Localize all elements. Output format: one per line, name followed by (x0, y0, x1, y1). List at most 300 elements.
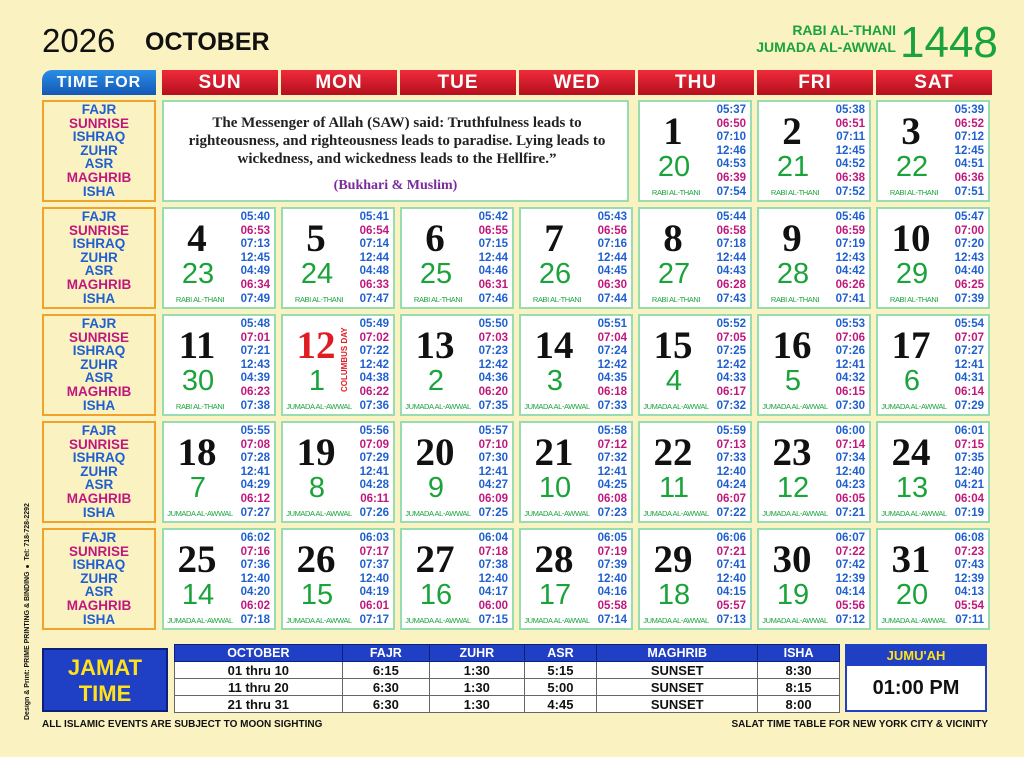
prayer-time-asr: 04:35 (597, 372, 627, 385)
prayer-time-fajr: 05:52 (716, 318, 746, 330)
prayer-time-asr: 04:21 (954, 479, 984, 492)
prayer-time-fajr: 06:07 (835, 532, 865, 544)
jamat-row (175, 679, 840, 696)
prayer-time-maghrib: 06:01 (359, 599, 389, 612)
jumuah-box (845, 644, 987, 712)
calendar-year: 2026 (42, 22, 116, 59)
prayer-label-asr: ASR (84, 584, 114, 600)
weekday-wed: WED (519, 70, 638, 95)
prayer-label-ishraq: ISHRAQ (72, 129, 126, 145)
prayer-label-fajr: FAJR (81, 102, 117, 117)
hijri-month-label: JUMADA AL-AWWAL (762, 402, 828, 411)
prayer-time-sunrise: 07:19 (597, 545, 627, 558)
prayer-times (598, 532, 627, 627)
prayer-time-fajr: 05:42 (478, 211, 508, 223)
hijri-date: 28 (776, 258, 810, 290)
jamat-cell-fajr: 6:30 (342, 696, 429, 713)
prayer-time-sunrise: 06:53 (240, 224, 270, 237)
prayer-time-maghrib: 06:28 (716, 278, 746, 291)
prayer-times (836, 104, 865, 199)
prayer-label-asr: ASR (84, 370, 114, 386)
holiday-label: COLUMBUS DAY (340, 327, 349, 393)
day-cell-19 (281, 421, 395, 523)
prayer-time-isha: 07:52 (835, 185, 865, 198)
prayer-time-maghrib: 06:36 (954, 171, 984, 184)
prayer-time-zuhr: 12:40 (716, 572, 746, 585)
prayer-label-sunrise: SUNRISE (68, 436, 129, 452)
prayer-time-ishraq: 07:34 (835, 452, 865, 465)
hijri-date: 11 (658, 472, 690, 504)
day-cell-5 (281, 207, 395, 309)
weekday-tue: TUE (400, 70, 519, 95)
day-cell-9 (757, 207, 871, 309)
prayer-time-isha: 07:27 (240, 506, 270, 519)
hadith-quote (162, 100, 629, 202)
prayer-times (241, 532, 270, 627)
weekday-sun: SUN (162, 70, 281, 95)
prayer-times (479, 532, 508, 627)
prayer-time-zuhr: 12:43 (240, 358, 270, 371)
jamat-cell-isha: 8:00 (758, 696, 840, 713)
jamat-time-title (42, 648, 168, 712)
prayer-time-maghrib: 06:02 (240, 599, 270, 612)
prayer-time-asr: 04:40 (954, 265, 984, 278)
prayer-time-ishraq: 07:27 (954, 345, 984, 358)
prayer-times (360, 532, 389, 627)
prayer-time-asr: 04:49 (240, 265, 270, 278)
prayer-label-asr: ASR (84, 477, 114, 493)
prayer-label-fajr: FAJR (81, 530, 117, 545)
hijri-month-label: RABI AL-THANI (770, 188, 820, 197)
prayer-time-maghrib: 05:58 (597, 599, 627, 612)
prayer-time-asr: 04:46 (478, 265, 508, 278)
prayer-time-fajr: 05:50 (478, 318, 508, 330)
prayer-times (479, 211, 508, 306)
prayer-time-maghrib: 06:09 (478, 492, 508, 505)
prayer-time-maghrib: 06:23 (240, 385, 270, 398)
prayer-label-ishraq: ISHRAQ (72, 343, 126, 359)
hijri-date: 10 (538, 472, 572, 504)
hijri-month-label: JUMADA AL-AWWAL (405, 616, 471, 625)
prayer-time-isha: 07:47 (359, 292, 389, 305)
prayer-time-asr: 04:48 (359, 265, 389, 278)
prayer-label-isha: ISHA (82, 397, 116, 413)
prayer-time-zuhr: 12:41 (240, 465, 270, 478)
prayer-time-isha: 07:23 (597, 506, 627, 519)
prayer-time-fajr: 06:06 (716, 532, 746, 544)
hijri-date: 4 (665, 365, 683, 397)
hijri-month-label: JUMADA AL-AWWAL (762, 509, 828, 518)
day-cell-30 (757, 528, 871, 630)
prayer-time-zuhr: 12:44 (597, 251, 627, 264)
prayer-time-fajr: 05:40 (240, 211, 270, 223)
prayer-time-ishraq: 07:13 (240, 238, 270, 251)
prayer-time-fajr: 06:01 (954, 425, 984, 437)
prayer-time-zuhr: 12:41 (359, 465, 389, 478)
calendar-month: OCTOBER (145, 28, 270, 56)
prayer-time-zuhr: 12:45 (835, 144, 865, 157)
prayer-times (836, 318, 865, 413)
gregorian-date: 17 (891, 324, 931, 367)
gregorian-date: 9 (782, 217, 802, 260)
prayer-time-ishraq: 07:42 (835, 559, 865, 572)
hijri-month-label: JUMADA AL-AWWAL (167, 509, 233, 518)
gregorian-date: 20 (415, 431, 455, 474)
prayer-time-zuhr: 12:45 (240, 251, 270, 264)
prayer-time-asr: 04:19 (359, 586, 389, 599)
prayer-time-ishraq: 07:10 (716, 131, 746, 144)
prayer-label-sunrise: SUNRISE (68, 329, 129, 345)
day-cell-27 (400, 528, 514, 630)
prayer-time-zuhr: 12:41 (597, 465, 627, 478)
prayer-time-fajr: 05:44 (716, 211, 746, 223)
jamat-header-asr: ASR (524, 645, 597, 662)
gregorian-date: 1 (663, 110, 683, 153)
prayer-time-ishraq: 07:33 (716, 452, 746, 465)
prayer-time-fajr: 05:57 (478, 425, 508, 437)
hijri-date: 6 (903, 365, 921, 397)
footer-city-note: SALAT TIME TABLE FOR NEW YORK CITY & VICINITY (731, 719, 988, 730)
gregorian-date: 26 (296, 538, 336, 581)
jamat-title-line2: TIME (78, 681, 132, 706)
prayer-time-ishraq: 07:14 (359, 238, 389, 251)
prayer-time-maghrib: 06:26 (835, 278, 865, 291)
prayer-times (955, 532, 984, 627)
hijri-month-label: JUMADA AL-AWWAL (524, 509, 590, 518)
gregorian-date: 28 (534, 538, 574, 581)
prayer-times (717, 104, 746, 199)
prayer-time-ishraq: 07:29 (359, 452, 389, 465)
prayer-time-asr: 04:17 (478, 586, 508, 599)
hijri-date: 13 (895, 472, 929, 504)
gregorian-date: 8 (663, 217, 683, 260)
prayer-time-sunrise: 07:13 (716, 438, 746, 451)
prayer-time-isha: 07:46 (478, 292, 508, 305)
prayer-time-maghrib: 06:07 (716, 492, 746, 505)
hijri-date: 20 (657, 151, 691, 183)
prayer-time-fajr: 05:51 (597, 318, 627, 330)
prayer-time-isha: 07:29 (954, 399, 984, 412)
day-cell-26 (281, 528, 395, 630)
prayer-time-sunrise: 06:58 (716, 224, 746, 237)
hijri-date: 19 (776, 579, 810, 611)
prayer-labels-week-3 (42, 314, 156, 416)
jamat-cell-zuhr: 1:30 (430, 662, 525, 679)
prayer-time-fajr: 05:49 (359, 318, 389, 330)
prayer-time-fajr: 05:48 (240, 318, 270, 330)
day-cell-16 (757, 314, 871, 416)
prayer-time-sunrise: 07:03 (478, 331, 508, 344)
prayer-time-zuhr: 12:40 (716, 465, 746, 478)
hijri-month-label: RABI AL-THANI (532, 295, 582, 304)
prayer-time-fajr: 06:04 (478, 532, 508, 544)
prayer-time-sunrise: 07:21 (716, 545, 746, 558)
prayer-time-zuhr: 12:42 (716, 358, 746, 371)
gregorian-date: 15 (653, 324, 693, 367)
prayer-time-isha: 07:12 (835, 613, 865, 626)
prayer-time-maghrib: 06:34 (240, 278, 270, 291)
prayer-time-maghrib: 06:04 (954, 492, 984, 505)
day-cell-11 (162, 314, 276, 416)
prayer-time-ishraq: 07:19 (835, 238, 865, 251)
jamat-title-line1: JAMAT (67, 655, 143, 680)
jamat-cell-asr: 5:15 (524, 662, 597, 679)
prayer-times (598, 318, 627, 413)
hijri-month-label: JUMADA AL-AWWAL (286, 509, 352, 518)
gregorian-date: 22 (653, 431, 693, 474)
hijri-month-label: RABI AL-THANI (651, 188, 701, 197)
prayer-time-ishraq: 07:22 (359, 345, 389, 358)
prayer-time-sunrise: 07:15 (954, 438, 984, 451)
prayer-time-ishraq: 07:37 (359, 559, 389, 572)
prayer-time-fajr: 05:47 (954, 211, 984, 223)
hijri-date: 27 (657, 258, 691, 290)
prayer-time-maghrib: 06:15 (835, 385, 865, 398)
prayer-time-asr: 04:38 (359, 372, 389, 385)
prayer-times (241, 425, 270, 520)
prayer-time-maghrib: 06:31 (478, 278, 508, 291)
jamat-header-zuhr: ZUHR (430, 645, 525, 662)
prayer-time-isha: 07:11 (955, 613, 984, 626)
day-cell-10 (876, 207, 990, 309)
prayer-time-ishraq: 07:28 (240, 452, 270, 465)
prayer-time-isha: 07:22 (716, 506, 746, 519)
jamat-cell-asr: 4:45 (524, 696, 597, 713)
prayer-times (836, 211, 865, 306)
prayer-time-zuhr: 12:40 (478, 572, 508, 585)
hijri-date: 9 (427, 472, 445, 504)
hijri-date: 26 (538, 258, 572, 290)
prayer-time-ishraq: 07:11 (836, 131, 865, 144)
prayer-times (955, 318, 984, 413)
jumuah-time: 01:00 PM (872, 677, 960, 699)
jamat-cell-zuhr: 1:30 (430, 679, 525, 696)
prayer-label-isha: ISHA (82, 183, 116, 199)
jamat-header-october: OCTOBER (175, 645, 343, 662)
jamat-row (175, 696, 840, 713)
day-cell-15 (638, 314, 752, 416)
prayer-times (479, 425, 508, 520)
hijri-date: 15 (300, 579, 334, 611)
prayer-time-maghrib: 06:30 (597, 278, 627, 291)
prayer-time-zuhr: 12:46 (716, 144, 746, 157)
prayer-time-isha: 07:51 (954, 185, 984, 198)
hijri-year: 1448 (900, 18, 998, 67)
prayer-times (360, 211, 389, 306)
prayer-time-maghrib: 06:39 (716, 171, 746, 184)
prayer-times (717, 425, 746, 520)
prayer-time-sunrise: 06:56 (597, 224, 627, 237)
day-cell-14 (519, 314, 633, 416)
gregorian-date: 10 (891, 217, 931, 260)
prayer-time-fajr: 06:03 (359, 532, 389, 544)
weekday-fri: FRI (757, 70, 876, 95)
prayer-time-isha: 07:21 (835, 506, 865, 519)
hijri-date: 14 (181, 579, 215, 611)
prayer-time-isha: 07:35 (478, 399, 508, 412)
prayer-time-sunrise: 07:16 (240, 545, 270, 558)
day-cell-29 (638, 528, 752, 630)
jamat-row (175, 662, 840, 679)
gregorian-date: 16 (772, 324, 812, 367)
jamat-cell-isha: 8:30 (758, 662, 840, 679)
gregorian-date: 3 (901, 110, 921, 153)
prayer-time-zuhr: 12:40 (954, 465, 984, 478)
prayer-time-maghrib: 06:33 (359, 278, 389, 291)
day-cell-18 (162, 421, 276, 523)
prayer-time-maghrib: 06:11 (360, 492, 389, 505)
hijri-month-label: JUMADA AL-AWWAL (286, 402, 352, 411)
prayer-time-zuhr: 12:42 (478, 358, 508, 371)
day-cell-6 (400, 207, 514, 309)
prayer-time-asr: 04:24 (716, 479, 746, 492)
prayer-time-zuhr: 12:40 (359, 572, 389, 585)
prayer-time-sunrise: 07:10 (478, 438, 508, 451)
prayer-labels-week-5 (42, 528, 156, 630)
gregorian-date: 4 (187, 217, 207, 260)
prayer-time-zuhr: 12:41 (478, 465, 508, 478)
prayer-time-sunrise: 07:17 (359, 545, 389, 558)
day-cell-13 (400, 314, 514, 416)
hijri-date: 16 (419, 579, 453, 611)
hijri-month-label: RABI AL-THANI (770, 295, 820, 304)
hijri-month-label: JUMADA AL-AWWAL (643, 616, 709, 625)
hijri-months (754, 22, 896, 56)
day-cell-21 (519, 421, 633, 523)
prayer-time-isha: 07:25 (478, 506, 508, 519)
hijri-date: 25 (419, 258, 453, 290)
prayer-times (479, 318, 508, 413)
prayer-label-maghrib: MAGHRIB (66, 383, 132, 399)
prayer-time-fajr: 05:53 (835, 318, 865, 330)
prayer-time-sunrise: 07:12 (597, 438, 627, 451)
prayer-times (360, 425, 389, 520)
hijri-date: 8 (308, 472, 326, 504)
prayer-time-maghrib: 05:56 (835, 599, 865, 612)
prayer-time-fajr: 05:43 (597, 211, 627, 223)
prayer-time-fajr: 05:38 (835, 104, 865, 116)
hijri-month-2: JUMADA AL-AWWAL (756, 39, 896, 55)
prayer-time-isha: 07:32 (716, 399, 746, 412)
prayer-time-isha: 07:19 (954, 506, 984, 519)
day-cell-31 (876, 528, 990, 630)
prayer-time-maghrib: 05:54 (954, 599, 984, 612)
prayer-time-sunrise: 07:04 (597, 331, 627, 344)
prayer-time-zuhr: 12:39 (835, 572, 865, 585)
prayer-time-fajr: 05:41 (359, 211, 389, 223)
hijri-month-label: RABI AL-THANI (175, 402, 225, 411)
prayer-time-zuhr: 12:44 (716, 251, 746, 264)
prayer-times (955, 104, 984, 199)
prayer-time-asr: 04:42 (835, 265, 865, 278)
prayer-time-asr: 04:15 (716, 586, 746, 599)
hijri-month-label: JUMADA AL-AWWAL (405, 509, 471, 518)
prayer-time-isha: 07:15 (478, 613, 508, 626)
prayer-time-fajr: 05:59 (716, 425, 746, 437)
prayer-label-maghrib: MAGHRIB (66, 169, 132, 185)
prayer-label-sunrise: SUNRISE (68, 115, 129, 131)
quote-text: The Messenger of Allah (SAW) said: Truthfulness leads to righteousness, and righteousness leads to paradise. Lying leads to wickedness, and wickedness leads to the Hellfire.” (188, 115, 606, 167)
jamat-cell-zuhr: 1:30 (430, 696, 525, 713)
day-cell-12 (281, 314, 395, 416)
prayer-time-asr: 04:25 (597, 479, 627, 492)
prayer-time-ishraq: 07:16 (597, 238, 627, 251)
prayer-time-sunrise: 06:55 (478, 224, 508, 237)
prayer-time-ishraq: 07:24 (597, 345, 627, 358)
jamat-cell-isha: 8:15 (758, 679, 840, 696)
prayer-time-asr: 04:28 (359, 479, 389, 492)
jumuah-label: JUMU'AH (847, 646, 985, 666)
prayer-time-fajr: 06:00 (835, 425, 865, 437)
gregorian-date: 2 (782, 110, 802, 153)
printer-credit: Design & Print: PRIME PRINTING & BINDING ● Tel: 718-728-2292 (24, 503, 31, 720)
hijri-date: 18 (657, 579, 691, 611)
prayer-times (598, 425, 627, 520)
prayer-time-fajr: 05:58 (597, 425, 627, 437)
weekday-thu: THU (638, 70, 757, 95)
prayer-time-maghrib: 06:38 (835, 171, 865, 184)
hijri-month-label: JUMADA AL-AWWAL (405, 402, 471, 411)
prayer-time-sunrise: 07:06 (835, 331, 865, 344)
prayer-label-isha: ISHA (82, 611, 116, 627)
hijri-month-label: RABI AL-THANI (294, 295, 344, 304)
prayer-times (598, 211, 627, 306)
hijri-month-label: RABI AL-THANI (413, 295, 463, 304)
gregorian-date: 30 (772, 538, 812, 581)
jamat-cell-fajr: 6:15 (342, 662, 429, 679)
prayer-time-ishraq: 07:25 (716, 345, 746, 358)
prayer-times (241, 211, 270, 306)
prayer-label-ishraq: ISHRAQ (72, 557, 126, 573)
prayer-time-sunrise: 06:59 (835, 224, 865, 237)
gregorian-date: 11 (178, 324, 216, 367)
prayer-time-asr: 04:13 (954, 586, 984, 599)
prayer-label-asr: ASR (84, 263, 114, 279)
prayer-time-sunrise: 07:22 (835, 545, 865, 558)
jamat-time-table (174, 644, 840, 713)
hijri-month-label: JUMADA AL-AWWAL (881, 616, 947, 625)
prayer-time-isha: 07:41 (835, 292, 865, 305)
day-cell-2 (757, 100, 871, 202)
jamat-header-maghrib: MAGHRIB (597, 645, 758, 662)
prayer-time-isha: 07:36 (359, 399, 389, 412)
prayer-time-maghrib: 06:00 (478, 599, 508, 612)
prayer-labels-week-2 (42, 207, 156, 309)
hijri-date: 24 (300, 258, 334, 290)
prayer-time-ishraq: 07:38 (478, 559, 508, 572)
hijri-month-label: JUMADA AL-AWWAL (643, 402, 709, 411)
gregorian-date: 24 (891, 431, 931, 474)
prayer-time-sunrise: 07:00 (954, 224, 984, 237)
prayer-label-maghrib: MAGHRIB (66, 490, 132, 506)
prayer-label-isha: ISHA (82, 504, 116, 520)
prayer-time-zuhr: 12:42 (597, 358, 627, 371)
day-cell-3 (876, 100, 990, 202)
prayer-time-ishraq: 07:39 (597, 559, 627, 572)
prayer-time-sunrise: 06:52 (954, 117, 984, 130)
day-cell-23 (757, 421, 871, 523)
prayer-time-asr: 04:36 (478, 372, 508, 385)
day-cell-20 (400, 421, 514, 523)
prayer-label-ishraq: ISHRAQ (72, 450, 126, 466)
prayer-time-isha: 07:54 (716, 185, 746, 198)
prayer-time-fajr: 05:56 (359, 425, 389, 437)
day-cell-28 (519, 528, 633, 630)
prayer-time-asr: 04:14 (835, 586, 865, 599)
prayer-time-asr: 04:32 (835, 372, 865, 385)
prayer-time-ishraq: 07:32 (597, 452, 627, 465)
prayer-time-isha: 07:26 (359, 506, 389, 519)
